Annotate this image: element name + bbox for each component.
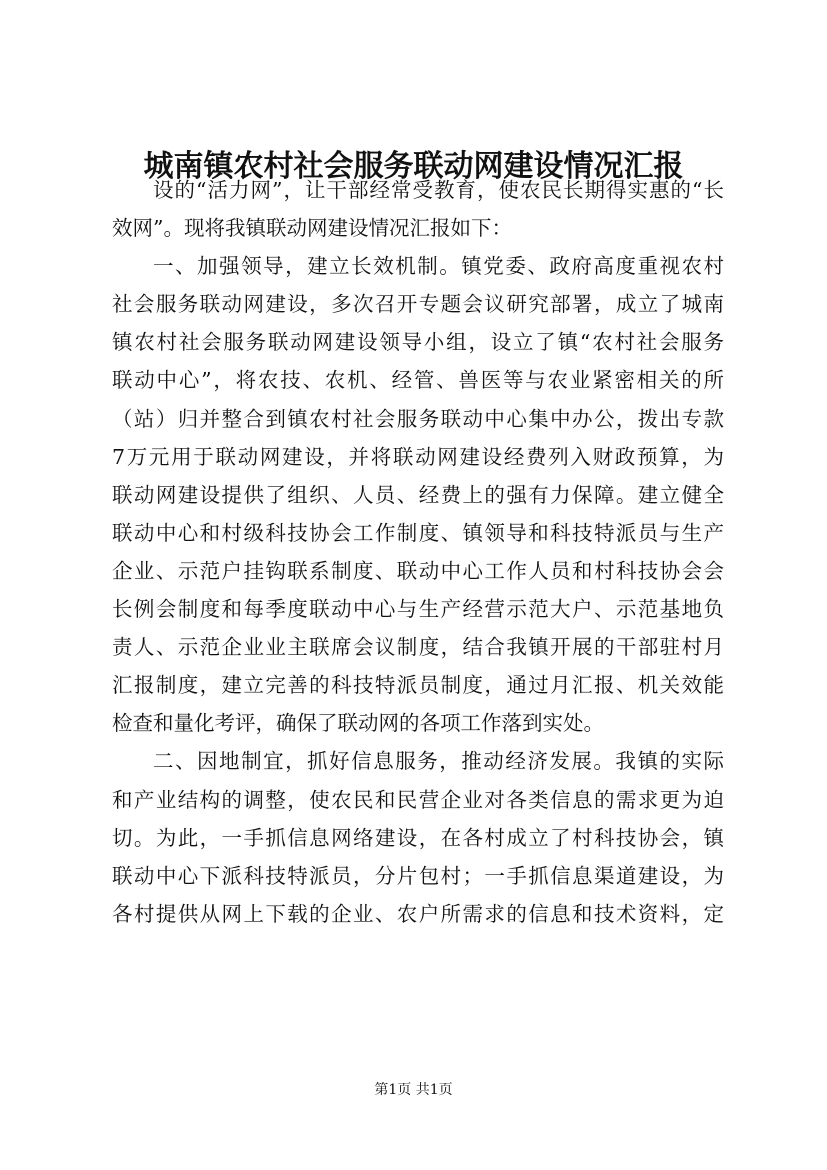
body-line: 检查和量化考评，确保了联动网的各项工作落到实处。: [112, 711, 604, 736]
body-line: 汇报制度，建立完善的科技特派员制度，通过月汇报、机关效能: [112, 673, 724, 698]
body-line: 长例会制度和每季度联动中心与生产经营示范大户、示范基地负: [112, 597, 724, 622]
body-line: 效网”。现将我镇联动网建设情况汇报如下：: [112, 216, 512, 241]
body-line: 联动中心和村级科技协会工作制度、镇领导和科技特派员与生产: [112, 520, 724, 545]
body-line: 社会服务联动网建设，多次召开专题会议研究部署，成立了城南: [112, 292, 724, 317]
page-number-footer: 第1页 共1页: [374, 1082, 453, 1098]
body-line: 一、加强领导，建立长效机制。镇党委、政府高度重视农村: [153, 254, 724, 279]
body-line: 和产业结构的调整，使农民和民营企业对各类信息的需求更为迫: [112, 787, 724, 812]
body-line: 责人、示范企业业主联席会议制度，结合我镇开展的干部驻村月: [112, 635, 724, 660]
document-body: [112, 171, 724, 933]
body-line: 切。为此，一手抓信息网络建设，在各村成立了村科技协会，镇: [112, 825, 724, 850]
body-line: 联动网建设提供了组织、人员、经费上的强有力保障。建立健全: [112, 482, 724, 507]
body-line: 企业、示范户挂钩联系制度、联动中心工作人员和村科技协会会: [112, 558, 724, 583]
body-line: 7万元用于联动网建设，并将联动网建设经费列入财政预算，为: [112, 444, 724, 469]
body-line: 设的“活力网”，让干部经常受教育，使农民长期得实惠的“长: [153, 178, 724, 202]
body-line: 联动中心下派科技特派员，分片包村；一手抓信息渠道建设，为: [112, 863, 724, 888]
body-line: 各村提供从网上下载的企业、农户所需求的信息和技术资料，定: [112, 901, 724, 926]
body-line: 联动中心”，将农技、农机、经管、兽医等与农业紧密相关的所: [112, 368, 724, 393]
body-line: 镇农村社会服务联动网建设领导小组，设立了镇“农村社会服务: [112, 330, 724, 355]
body-line: （站）归并整合到镇农村社会服务联动中心集中办公，拨出专款: [112, 406, 724, 431]
body-line: 二、因地制宜，抓好信息服务，推动经济发展。我镇的实际: [153, 749, 724, 774]
document-title: 城南镇农村社会服务联动网建设情况汇报: [143, 149, 684, 184]
